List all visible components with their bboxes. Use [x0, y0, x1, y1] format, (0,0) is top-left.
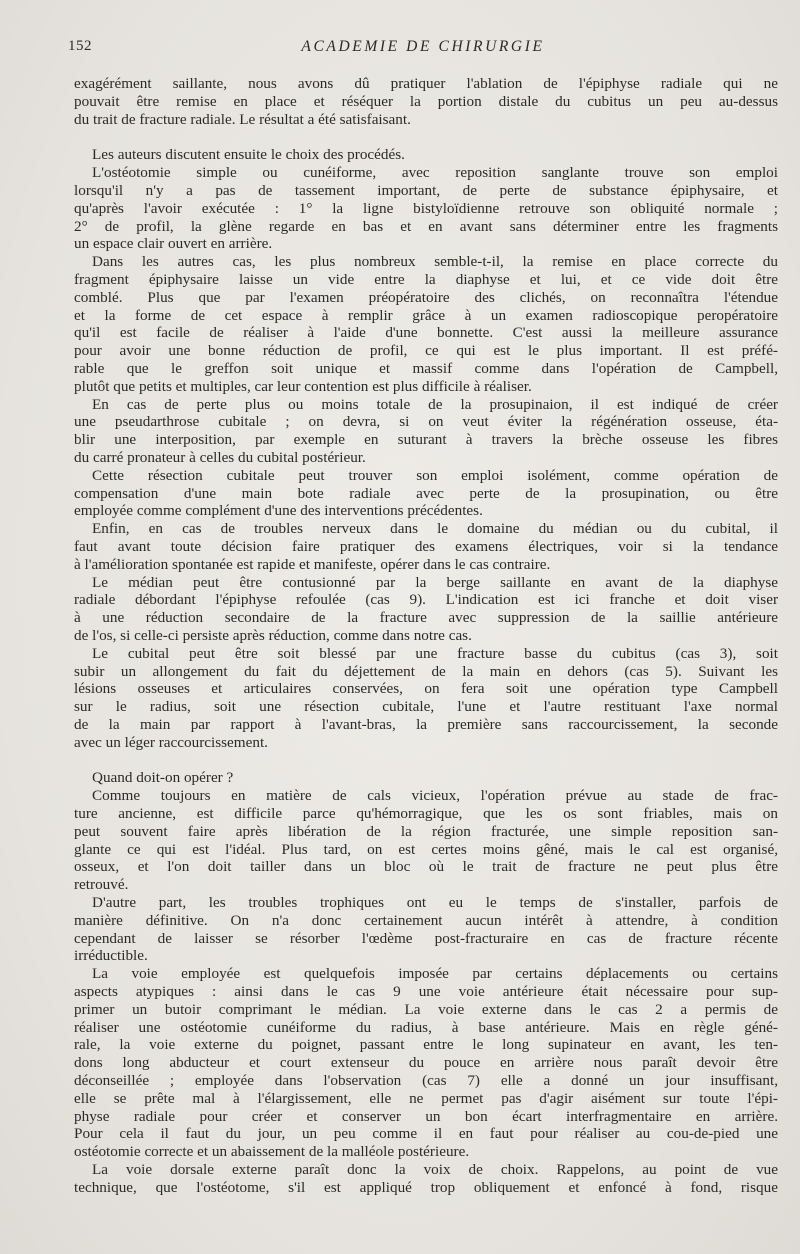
text-line: employée comme complément d'une des interventions précédentes. — [74, 502, 483, 520]
page-number: 152 — [68, 38, 92, 54]
text-line: une pseudarthrose cubitale ; on devra, si on veut éviter la régénération osseuse, éta- — [74, 413, 778, 431]
text-line: elle se prête mal à l'élargissement, elle ne permet pas d'agir aisément sur toute l'épi- — [74, 1089, 778, 1107]
text-line: ture ancienne, est difficile parce qu'hémorragique, que les os sont friables, mais on — [74, 805, 778, 823]
body-text — [74, 75, 778, 1197]
text-line: rable que le greffon soit unique et massif comme dans l'opération de Campbell, — [74, 359, 778, 377]
paragraph — [74, 787, 778, 894]
paragraph — [74, 965, 778, 1161]
paragraph — [74, 1161, 778, 1197]
text-line: Enfin, en cas de troubles nerveux dans le domaine du médian ou du cubital, il — [92, 520, 778, 538]
text-line: lorsqu'il n'y a pas de tassement important, de perte de substance épiphysaire, et — [74, 181, 778, 199]
text-line: un espace clair ouvert en arrière. — [74, 235, 273, 253]
text-line: Le cubital peut être soit blessé par une fracture basse du cubitus (cas 3), soit — [92, 644, 778, 662]
text-line: La voie dorsale externe paraît donc la voix de choix. Rappelons, au point de vue — [92, 1161, 778, 1179]
text-line: aspects atypiques : ainsi dans le cas 9 une voie antérieure était nécessaire pour sup- — [74, 983, 778, 1001]
text-line: faut avant toute décision faire pratiquer des examens électriques, voir si la tendance — [74, 537, 778, 555]
paragraph — [74, 75, 778, 128]
paragraph — [74, 645, 778, 752]
text-line: comblé. Plus que par l'examen préopératoire des clichés, on reconnaîtra l'étendue — [74, 288, 778, 306]
text-line: du trait de fracture radiale. Le résultat a été satisfaisant. — [74, 110, 411, 128]
text-line: subir un allongement du fait du déjettement de la main en dehors (cas 5). Suivant les — [74, 662, 778, 680]
text-line: En cas de perte plus ou moins totale de la prosupinaion, il est indiqué de créer — [92, 395, 778, 413]
paragraph — [74, 574, 778, 645]
text-line: blir une interposition, par exemple en suturant à travers la brèche osseuse les fibres — [74, 431, 778, 449]
text-line: peut souvent faire après libération de la région fracturée, une simple reposition san- — [74, 822, 778, 840]
text-line: cependant de laisser se résorber l'œdème post-fracturaire en cas de fracture récente — [74, 929, 778, 947]
text-line: 2° de profil, la glène regarde en bas et en avant sans déterminer entre les fragments — [74, 217, 778, 235]
text-line: ostéotomie correcte et un abaissement de la malléole postérieure. — [74, 1143, 470, 1161]
text-line: Les auteurs discutent ensuite le choix des procédés. — [92, 146, 405, 164]
text-line: à l'amélioration spontanée est rapide et manifeste, opérer dans le cas contraire. — [74, 555, 551, 573]
paragraph — [74, 894, 778, 965]
paragraph — [74, 146, 778, 164]
text-line: exagérément saillante, nous avons dû pratiquer l'ablation de l'épiphyse radiale qui ne — [74, 75, 778, 92]
text-line: manière définitive. On n'a donc certainement aucun intérêt à attendre, à condition — [74, 911, 778, 929]
paragraph — [74, 253, 778, 395]
text-line: qu'après l'avoir exécutée : 1° la ligne bistyloïdienne retrouve son obliquité normale ; — [74, 199, 778, 217]
text-line: et la forme de cet espace à remplir grâce à un examen radioscopique peropératoire — [74, 306, 778, 324]
running-title: ACADEMIE DE CHIRURGIE — [301, 38, 545, 55]
text-line: plutôt que petits et multiples, car leur contention est plus difficile à réaliser. — [74, 377, 532, 395]
paragraph — [74, 769, 778, 787]
text-line: dons long abducteur et court extenseur du pouce en arrière nous paraît devoir être — [74, 1054, 778, 1072]
text-line: Cette résection cubitale peut trouver son emploi isolément, comme opération de — [92, 466, 778, 484]
text-line: réaliser une ostéotomie cunéiforme du radius, à base antérieure. Mais en règle géné- — [74, 1018, 778, 1036]
text-line: Comme toujours en matière de cals vicieux, l'opération prévue au stade de frac- — [92, 787, 778, 805]
text-line: Le médian peut être contusionné par la berge saillante en avant de la diaphyse — [92, 573, 778, 591]
text-line: compensation d'une main bote radiale avec perte de la prosupination, ou être — [74, 484, 778, 502]
text-line: pour avoir une bonne réduction de profil, ce qui est le plus important. Il est préfé- — [74, 342, 778, 360]
text-line: D'autre part, les troubles trophiques ont eu le temps de s'installer, parfois de — [92, 894, 778, 912]
text-line: lésions osseuses et articulaires conservées, on fera soit une opération type Campbell — [74, 680, 778, 698]
paragraph — [74, 164, 778, 253]
text-line: qu'il est facile de réaliser à l'aide d'une bonnette. C'est aussi la meilleure assurance — [74, 324, 778, 342]
paragraph-gap — [74, 751, 778, 769]
text-line: irréductible. — [74, 947, 148, 965]
text-line: technique, que l'ostéotome, s'il est appliqué trop obliquement et enfoncé à fond, risque — [74, 1178, 778, 1196]
paragraph — [74, 396, 778, 467]
paragraph — [74, 520, 778, 573]
text-line: de la main par rapport à l'avant-bras, la première sans raccourcissement, la seconde — [74, 715, 778, 733]
text-line: fragment épiphysaire laisse un vide entre la diaphyse et lui, et ce vide doit être — [74, 270, 778, 288]
text-line: à une réduction secondaire de la fracture avec suppression de la saillie antérieure — [74, 609, 778, 627]
text-line: du carré pronateur à celles du cubital postérieur. — [74, 448, 366, 466]
text-line: Quand doit-on opérer ? — [92, 769, 234, 787]
text-line: glante ce qui est l'idéal. Plus tard, on est certes moins gêné, mais le cal est organisé, — [74, 840, 778, 858]
text-line: retrouvé. — [74, 876, 129, 894]
text-line: physe radiale pour créer et conserver un bon écart interfragmentaire en arrière. — [74, 1107, 778, 1125]
text-line: Dans les autres cas, les plus nombreux semble-t-il, la remise en place correcte du — [92, 253, 778, 271]
text-line: radiale débordant l'épiphyse refoulée (cas 9). L'indication est ici franche et doit viser — [74, 591, 778, 609]
text-line: osseux, et l'on doit tailler dans un bloc où le trait de fracture ne peut plus être — [74, 858, 778, 876]
text-line: sur le radius, soit une résection cubitale, l'une et l'autre restituant l'axe normal — [74, 698, 778, 716]
text-line: avec un léger raccourcissement. — [74, 733, 268, 751]
paragraph-gap — [74, 128, 778, 146]
text-line: de l'os, si celle-ci persiste après réduction, comme dans notre cas. — [74, 626, 472, 644]
paragraph — [74, 467, 778, 520]
text-line: La voie employée est quelquefois imposée par certains déplacements ou certains — [92, 965, 778, 983]
page-header — [68, 38, 778, 60]
text-line: primer un butoir comprimant le médian. La voie externe dans le cas 2 a permis de — [74, 1000, 778, 1018]
text-line: rale, la voie externe du poignet, passant entre le long supinateur en avant, les ten- — [74, 1036, 778, 1054]
text-line: déconseillée ; employée dans l'observation (cas 7) elle a donné un jour insuffisant, — [74, 1072, 778, 1090]
text-line: pouvait être remise en place et réséquer la portion distale du cubitus un peu au-dessus — [74, 92, 778, 110]
text-line: Pour cela il faut du jour, un peu comme il en faut pour réaliser au cou-de-pied une — [74, 1125, 778, 1143]
text-line: L'ostéotomie simple ou cunéiforme, avec reposition sanglante trouve son emploi — [92, 164, 778, 182]
